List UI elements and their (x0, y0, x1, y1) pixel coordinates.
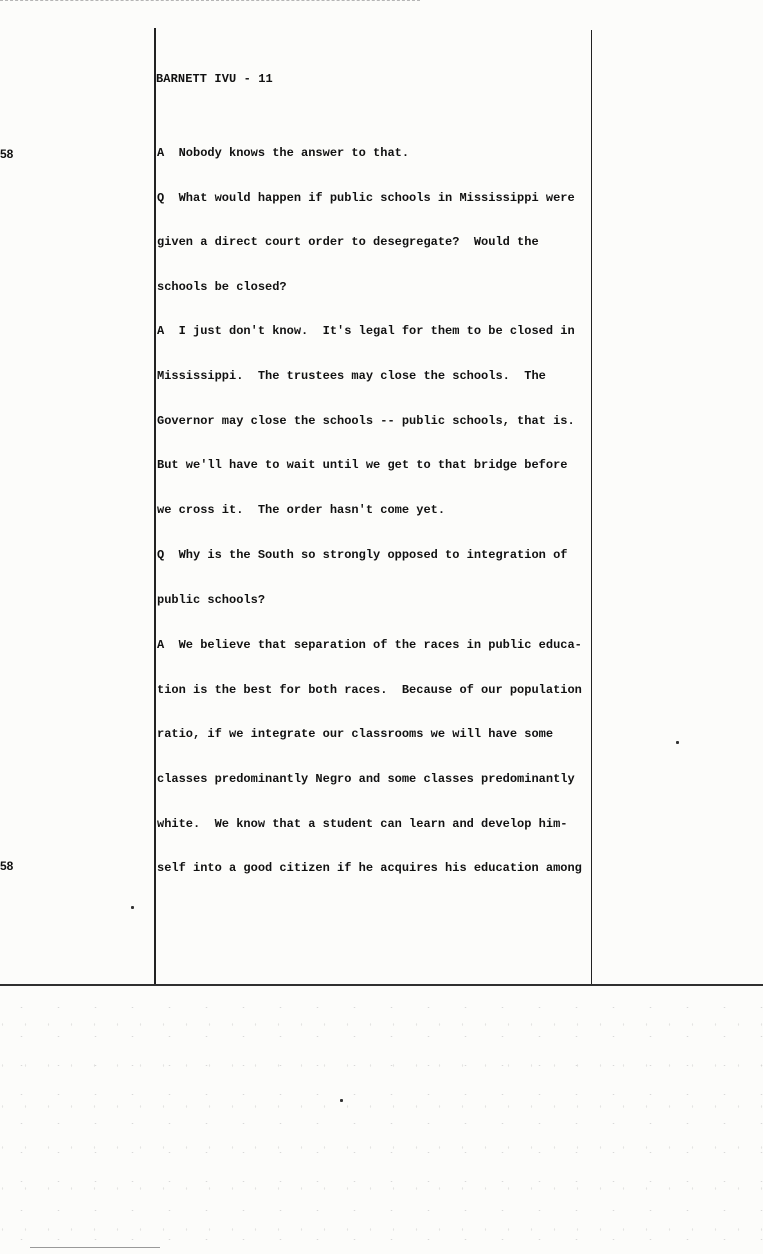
text-line: But we'll have to wait until we get to that bridge before (157, 458, 568, 472)
text-line: white. We know that a student can learn and develop him- (157, 817, 568, 831)
left-margin-rule (154, 28, 156, 984)
scan-dot (676, 741, 679, 744)
text-line: Q Why is the South so strongly opposed to integration of (157, 548, 568, 562)
text-line: A We believe that separation of the races in public educa- (157, 638, 582, 652)
text-line: self into a good citizen if he acquires his education among (157, 861, 582, 875)
scan-noise (0, 986, 763, 1254)
text-line: Mississippi. The trustees may close the schools. The (157, 369, 546, 383)
margin-number-top: 58 (0, 147, 14, 161)
top-dashed-rule (0, 0, 420, 1)
text-line: schools be closed? (157, 280, 287, 294)
text-line: tion is the best for both races. Because of our population (157, 683, 582, 697)
text-line: public schools? (157, 593, 266, 607)
text-line: Q What would happen if public schools in Mississippi were (157, 191, 575, 205)
text-line: classes predominantly Negro and some classes predominantly (157, 772, 575, 786)
text-line: we cross it. The order hasn't come yet. (157, 503, 446, 517)
text-line: ratio, if we integrate our classrooms we will have some (157, 727, 554, 741)
page-header: BARNETT IVU - 11 (156, 72, 273, 86)
bottom-dash-rule (30, 1247, 160, 1248)
text-line: Governor may close the schools -- public schools, that is. (157, 414, 575, 428)
text-line: given a direct court order to desegregate? Would the (157, 235, 539, 249)
text-line: A I just don't know. It's legal for them to be closed in (157, 324, 575, 338)
margin-number-bottom: 58 (0, 859, 14, 873)
scan-dot (131, 906, 134, 909)
text-line: A Nobody knows the answer to that. (157, 146, 410, 160)
scan-dot (340, 1099, 343, 1102)
